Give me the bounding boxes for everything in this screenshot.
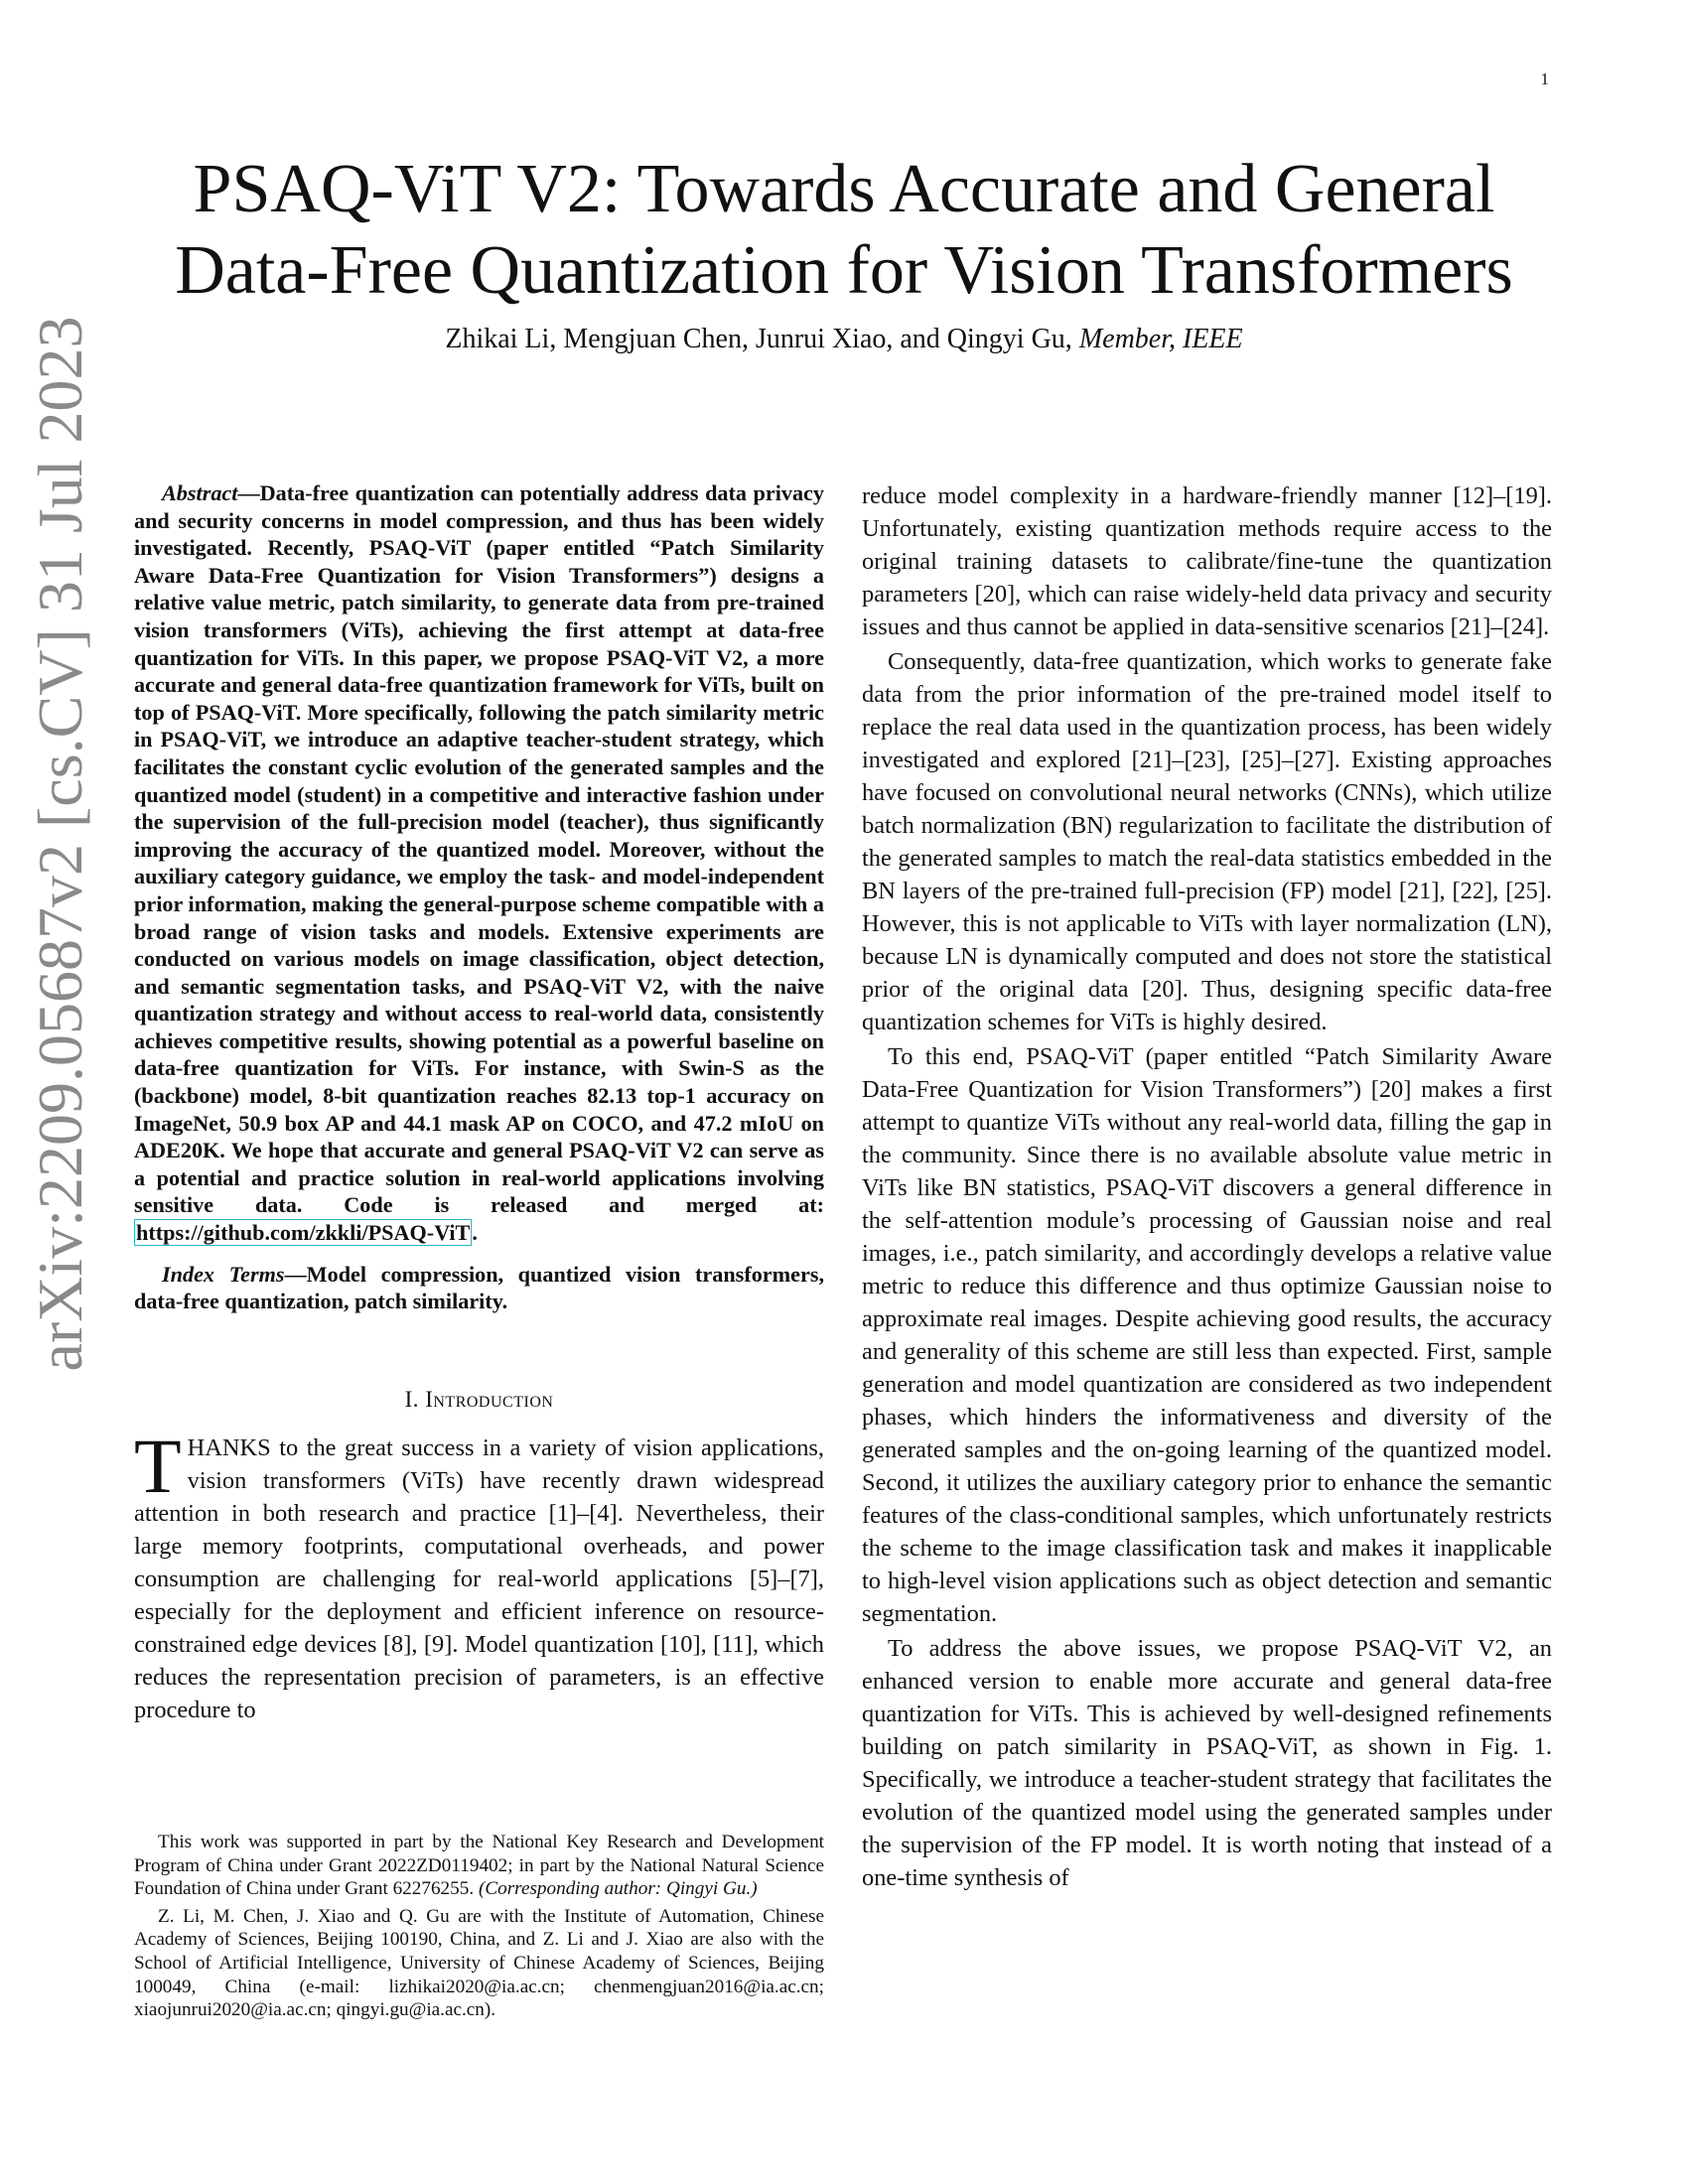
body-paragraph-4: To address the above issues, we propose PSAQ-ViT V2, an enhanced version to enable more accurate and general data-free quantization for ViTs. This is achieved by well-designed refinements building on patch similarity in PSAQ-ViT, as shown in Fig. 1. Specifically, we introduce a teacher-student strategy that facilitates the evolution of the quantized model using the generated samples under the supervision of the FP model. It is worth noting that instead of a one-time synthesis of <box>862 1635 1552 1891</box>
footnote-affiliations: Z. Li, M. Chen, J. Xiao and Q. Gu are with the Institute of Automation, Chinese Academy of Sciences, Beijing 100190, China, and Z. Li and J. Xiao are also with the School of Artificial Intelligence, University of Chinese Academy of Sciences, Beijing 100049, China (e-mail: lizhikai2020@ia.ac.cn; chenmengjuan2016@ia.ac.cn; xiaojunrui2020@ia.ac.cn; qingyi.gu@ia.ac.cn). <box>134 1905 824 2021</box>
author-list <box>134 324 1554 355</box>
footnote-funding-text: This work was supported in part by the National Key Research and Development Program of China under Grant 2022ZD0119402; in part by the National Natural Science Foundation of China under Grant 62276255. <box>134 1832 824 1900</box>
arxiv-identifier-stamp: arXiv:2209.05687v2 [cs.CV] 31 Jul 2023 <box>25 316 95 1372</box>
abstract-lead: Abstract <box>162 480 238 505</box>
abstract <box>134 479 824 1247</box>
intro-paragraph <box>134 1422 824 1726</box>
author-membership: Member, IEEE <box>1078 324 1243 354</box>
abstract-end: . <box>472 1220 478 1246</box>
index-terms-body: —Model compression, quantized vision transformers, data-free quantization, patch similarity. <box>134 1261 825 1314</box>
body-paragraph-3: To this end, PSAQ-ViT (paper entitled “Patch Similarity Aware Data-Free Quantization for Vision Transformers”) [20] makes a first attempt to quantize ViTs without any real-world data, filling the gap in the community. Since there is no available absolute value metric in ViTs like BN statistics, PSAQ-ViT discovers a general difference in the self-attention module’s processing of Gaussian noise and real images, i.e., patch similarity, and accordingly develops a relative value metric to reduce this difference and thus optimize Gaussian noise to approximate real images. Despite achieving good results, the accuracy and generality of this scheme are still less than expected. First, sample generation and model quantization are considered as two independent phases, which hinders the informativeness and diversity of the generated samples and the on-going learning of the quantized model. Second, it utilizes the auxiliary category prior to enhance the semantic features of the class-conditional samples, which unfortunately restricts the scheme to the image classification task and makes it inapplicable to high-level vision applications such as object detection and semantic segmentation. <box>862 1043 1552 1627</box>
right-column <box>862 479 1552 1894</box>
body-paragraph-1: reduce model complexity in a hardware-friendly manner [12]–[19]. Unfortunately, existing quantization methods require access to the original training datasets to calibrate/fine-tune the quantization parameters [20], which can raise widely-held data privacy and security issues and thus cannot be applied in data-sensitive scenarios [21]–[24]. <box>862 482 1552 640</box>
intro-paragraph-text: HANKS to the great success in a variety of vision applications, vision transformers (ViTs) have recently drawn widespread attention in both research and practice [1]–[4]. Nevertheless, their large memory footprints, computational overheads, and power consumption are challenging for real-world applications [5]–[7], especially for the deployment and efficient inference on resource-constrained edge devices [8], [9]. Model quantization [10], [11], which reduces the representation precision of parameters, is an effective procedure to <box>134 1433 824 1723</box>
drop-cap: T <box>134 1422 182 1509</box>
abstract-body: —Data-free quantization can potentially address data privacy and security concerns in model compression, and thus has been widely investigated. Recently, PSAQ-ViT (paper entitled “Patch Similarity Aware Data-Free Quantization for Vision Transformers”) designs a relative value metric, patch similarity, to generate data from pre-trained vision transformers (ViTs), achieving the first attempt at data-free quantization for ViTs. In this paper, we propose PSAQ-ViT V2, a more accurate and general data-free quantization framework for ViTs, built on top of PSAQ-ViT. More specifically, following the patch similarity metric in PSAQ-ViT, we introduce an adaptive teacher-student strategy, which facilitates the constant cyclic evolution of the generated samples and the quantized model (student) in a competitive and interactive fashion under the supervision of the full-precision model (teacher), thus significantly improving the accuracy of the quantized model. Moreover, without the auxiliary category guidance, we employ the task- and model-independent prior information, making the general-purpose scheme compatible with a broad range of vision tasks and models. Extensive experiments are conducted on various models on image classification, object detection, and semantic segmentation tasks, and PSAQ-ViT V2, with the naive quantization strategy and without access to real-world data, consistently achieves competitive results, showing potential as a powerful baseline on data-free quantization for ViTs. For instance, with Swin-S as the (backbone) model, 8-bit quantization reaches 82.13 top-1 accuracy on ImageNet, 50.9 box AP and 44.1 mask AP on COCO, and 47.2 mIoU on ADE20K. We hope that accurate and general PSAQ-ViT V2 can serve as a potential and practice solution in real-world applications involving sensitive data. Code is released and merged at: <box>134 480 824 1218</box>
footnote-funding <box>134 1831 824 1901</box>
corresponding-author: (Corresponding author: Qingyi Gu.) <box>478 1878 758 1900</box>
section-heading-introduction: I. Introduction <box>404 1386 554 1412</box>
paper-title <box>134 149 1554 312</box>
page-number: 1 <box>1540 69 1549 88</box>
author-names: Zhikai Li, Mengjuan Chen, Junrui Xiao, and Qingyi Gu, <box>445 324 1072 354</box>
index-terms-lead: Index Terms <box>162 1261 285 1287</box>
code-link[interactable]: https://github.com/zkkli/PSAQ-ViT <box>136 1220 471 1246</box>
title-line-2: Data-Free Quantization for Vision Transformers <box>175 232 1513 309</box>
left-column <box>134 479 824 1726</box>
body-paragraph-2: Consequently, data-free quantization, which works to generate fake data from the prior information of the pre-trained model itself to replace the real data used in the quantization process, has been widely investigated and explored [21]–[23], [25]–[27]. Existing approaches have focused on convolutional neural networks (CNNs), which utilize batch normalization (BN) regularization to facilitate the distribution of the generated samples to match the real-data statistics embedded in the BN layers of the pre-trained full-precision (FP) model [21], [22], [25]. However, this is not applicable to ViTs with layer normalization (LN), because LN is dynamically computed and does not store the statistical prior of the original data [20]. Thus, designing specific data-free quantization schemes for ViTs is highly desired. <box>862 648 1552 1035</box>
index-terms <box>134 1261 824 1315</box>
footnotes <box>134 1831 824 2022</box>
title-line-1: PSAQ-ViT V2: Towards Accurate and General <box>193 151 1495 227</box>
